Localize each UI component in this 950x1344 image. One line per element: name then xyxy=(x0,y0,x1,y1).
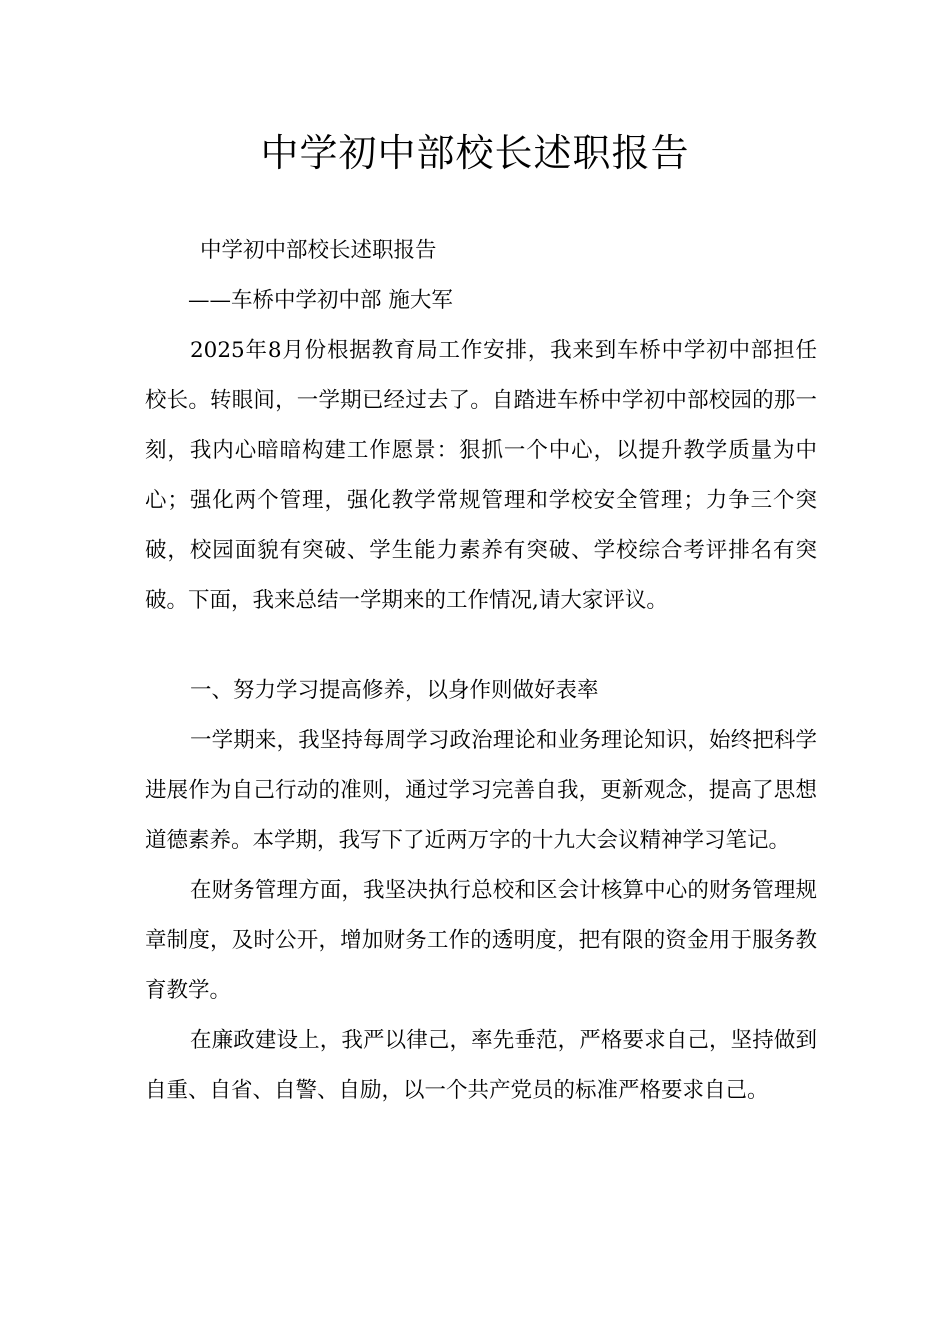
paragraph-gap xyxy=(145,626,817,666)
body-paragraph: 在财务管理方面，我坚决执行总校和区会计核算中心的财务管理规章制度，及时公开，增加财务工作的透明度，把有限的资金用于服务教育教学。 xyxy=(145,878,817,1003)
body-paragraph: 一学期来，我坚持每周学习政治理论和业务理论知识，始终把科学进展作为自己行动的准则，通过学习完善自我，更新观念，提高了思想道德素养。本学期，我写下了近两万字的十九大会议精神学习笔记。 xyxy=(145,728,817,853)
section-heading: 一、努力学习提高修养，以身作则做好表率 xyxy=(190,678,599,703)
author-line: ——车桥中学初中部 施大军 xyxy=(188,288,453,313)
subtitle-paragraph: 中学初中部校长述职报告 xyxy=(200,238,437,263)
document-title: 中学初中部校长述职报告 xyxy=(260,131,690,175)
body-paragraph: 在廉政建设上，我严以律己，率先垂范，严格要求自己，坚持做到自重、自省、自警、自励，以一个共产党员的标准严格要求自己。 xyxy=(145,1028,817,1103)
document-body xyxy=(145,226,817,1116)
intro-paragraph: 2025年8月份根据教育局工作安排，我来到车桥中学初中部担任校长。转眼间，一学期已经过去了。自踏进车桥中学初中部校园的那一刻，我内心暗暗构建工作愿景：狠抓一个中心，以提升教学质量为中心；强化两个管理，强化教学常规管理和学校安全管理；力争三个突破，校园面貌有突破、学生能力素养有突破、学校综合考评排名有突破。下面，我来总结一学期来的工作情况,请大家评议。 xyxy=(145,338,817,613)
